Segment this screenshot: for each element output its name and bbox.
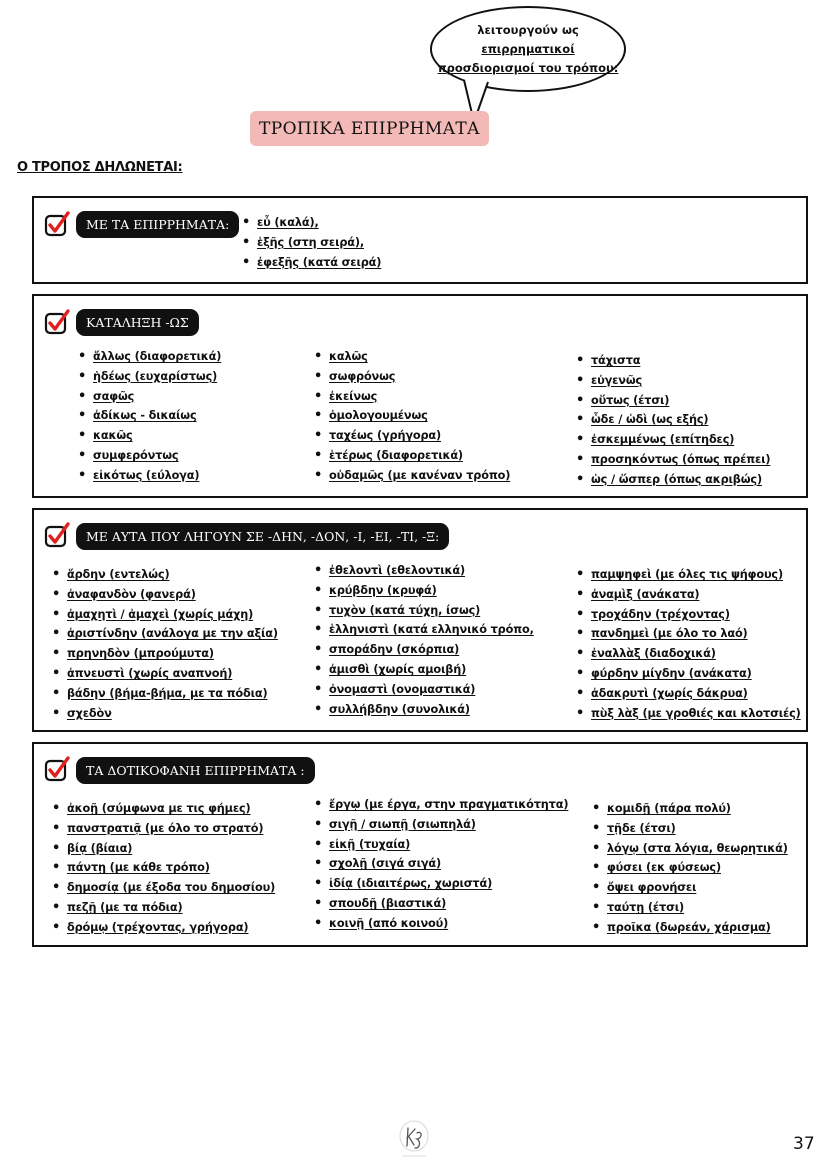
author-logo-icon bbox=[396, 1118, 432, 1160]
checkbox-icon bbox=[44, 211, 70, 237]
section-box-suffix-dhn bbox=[32, 508, 808, 732]
list-item: • εὐγενῶς bbox=[576, 371, 770, 391]
list-item: • φύσει (εκ φύσεως) bbox=[592, 858, 788, 878]
list-item: • ἀμαχητὶ / ἀμαχεὶ (χωρίς μάχη) bbox=[52, 605, 278, 625]
section-box-suffix-os bbox=[32, 294, 808, 498]
list-item: • ταύτῃ (έτσι) bbox=[592, 898, 788, 918]
section-label: ΜΕ ΑΥΤΑ ΠΟΥ ΛΗΓΟΥΝ ΣΕ -ΔΗΝ, -ΔΟΝ, -Ι, -ΕΙ, -ΤΙ, -Ξ: bbox=[76, 523, 449, 550]
speech-bubble bbox=[430, 6, 626, 92]
checkbox-icon bbox=[44, 522, 70, 548]
list-item: • ἀδακρυτὶ (χωρίς δάκρυα) bbox=[576, 684, 801, 704]
list-item: • τυχὸν (κατά τύχη, ίσως) bbox=[314, 601, 534, 621]
bubble-line-3: προσδιορισμοί του τρόπου: bbox=[437, 60, 619, 75]
bubble-line-2: επιρρηματικοί bbox=[481, 41, 575, 56]
list-item: • κακῶς bbox=[78, 426, 221, 446]
word-list bbox=[242, 213, 381, 272]
word-list-col-2 bbox=[314, 347, 510, 486]
list-item: • οὕτως (έτσι) bbox=[576, 391, 770, 411]
list-item: • τροχάδην (τρέχοντας) bbox=[576, 605, 801, 625]
list-item: • ὁμολογουμένως bbox=[314, 406, 510, 426]
section-label: ΚΑΤΑΛΗΞΗ -ΩΣ bbox=[76, 309, 199, 336]
section-box-adverbs bbox=[32, 196, 808, 284]
list-item: • δρόμῳ (τρέχοντας, γρήγορα) bbox=[52, 918, 275, 938]
list-item: • εἰκῇ (τυχαία) bbox=[314, 835, 568, 855]
list-item: • σχεδὸν bbox=[52, 704, 278, 724]
word-list-col-2 bbox=[314, 795, 568, 934]
list-item: • σιγῇ / σιωπῇ (σιωπηλά) bbox=[314, 815, 568, 835]
list-item: • παμψηφεὶ (με όλες τις ψήφους) bbox=[576, 565, 801, 585]
list-item: • δημοσίᾳ (με έξοδα του δημοσίου) bbox=[52, 878, 275, 898]
list-item: • ἀμισθὶ (χωρίς αμοιβή) bbox=[314, 660, 534, 680]
list-item: • πανστρατιᾷ (με όλο το στρατό) bbox=[52, 819, 275, 839]
list-item: • πὺξ λὰξ (με γροθιές και κλοτσιές) bbox=[576, 704, 801, 724]
list-item: • εὖ (καλά), bbox=[242, 213, 381, 233]
list-item: • σποράδην (σκόρπια) bbox=[314, 640, 534, 660]
list-item: • τῇδε (έτσι) bbox=[592, 819, 788, 839]
list-item: • εἰκότως (εύλογα) bbox=[78, 466, 221, 486]
page-title: ΤΡΟΠΙΚΑ ΕΠΙΡΡΗΜΑΤΑ bbox=[250, 111, 489, 146]
list-item: • πανδημεὶ (με όλο το λαό) bbox=[576, 624, 801, 644]
list-item: • ἰδίᾳ (ιδιαιτέρως, χωριστά) bbox=[314, 874, 568, 894]
list-item: • ὡς / ὥσπερ (όπως ακριβώς) bbox=[576, 470, 770, 490]
list-item: • ἐφεξῆς (κατά σειρά) bbox=[242, 253, 381, 273]
word-list-col-3 bbox=[576, 565, 801, 723]
page-number: 37 bbox=[793, 1134, 815, 1154]
list-item: • ἐσκεμμένως (επίτηδες) bbox=[576, 430, 770, 450]
list-item: • ἐναλλὰξ (διαδοχικά) bbox=[576, 644, 801, 664]
list-item: • ἄρδην (εντελώς) bbox=[52, 565, 278, 585]
word-list-col-3 bbox=[592, 799, 788, 938]
word-list-col-3 bbox=[576, 351, 770, 490]
list-item: • συλλήβδην (συνολικά) bbox=[314, 700, 534, 720]
list-item: • ὀνομαστὶ (ονομαστικά) bbox=[314, 680, 534, 700]
section-heading: Ο ΤΡΟΠΟΣ ΔΗΛΩΝΕΤΑΙ: bbox=[17, 160, 183, 175]
word-list-col-1 bbox=[52, 565, 278, 723]
list-item: • σαφῶς bbox=[78, 387, 221, 407]
list-item: • ἐθελοντὶ (εθελοντικά) bbox=[314, 561, 534, 581]
list-item: • πρηνηδὸν (μπρούμυτα) bbox=[52, 644, 278, 664]
checkbox-icon bbox=[44, 309, 70, 335]
list-item: • ὧδε / ὡδὶ (ως εξής) bbox=[576, 410, 770, 430]
list-item: • λόγῳ (στα λόγια, θεωρητικά) bbox=[592, 839, 788, 859]
list-item: • τάχιστα bbox=[576, 351, 770, 371]
list-item: • ἀδίκως - δικαίως bbox=[78, 406, 221, 426]
list-item: • ἀπνευστὶ (χωρίς αναπνοή) bbox=[52, 664, 278, 684]
list-item: • σχολῇ (σιγά σιγά) bbox=[314, 854, 568, 874]
list-item: • πάντῃ (με κάθε τρόπο) bbox=[52, 858, 275, 878]
list-item: • πεζῇ (με τα πόδια) bbox=[52, 898, 275, 918]
list-item: • φύρδην μίγδην (ανάκατα) bbox=[576, 664, 801, 684]
word-list-col-1 bbox=[78, 347, 221, 486]
list-item: • προῖκα (δωρεάν, χάρισμα) bbox=[592, 918, 788, 938]
list-item: • καλῶς bbox=[314, 347, 510, 367]
list-item: • ἡδέως (ευχαρίστως) bbox=[78, 367, 221, 387]
list-item: • προσηκόντως (όπως πρέπει) bbox=[576, 450, 770, 470]
list-item: • ἄλλως (διαφορετικά) bbox=[78, 347, 221, 367]
list-item: • βάδην (βήμα-βήμα, με τα πόδια) bbox=[52, 684, 278, 704]
list-item: • κρύβδην (κρυφά) bbox=[314, 581, 534, 601]
list-item: • ἀκοῇ (σύμφωνα με τις φήμες) bbox=[52, 799, 275, 819]
list-item: • ὄψει φρονήσει bbox=[592, 878, 788, 898]
list-item: • ἀναμὶξ (ανάκατα) bbox=[576, 585, 801, 605]
list-item: • ἑλληνιστὶ (κατά ελληνικό τρόπο, bbox=[314, 620, 534, 640]
list-item: • ἀναφανδὸν (φανερά) bbox=[52, 585, 278, 605]
word-list-col-2 bbox=[314, 561, 534, 719]
list-item: • κοινῇ (από κοινού) bbox=[314, 914, 568, 934]
list-item: • βίᾳ (βίαια) bbox=[52, 839, 275, 859]
list-item: • ἑξῆς (στη σειρά), bbox=[242, 233, 381, 253]
section-label: ΤΑ ΔΟΤΙΚΟΦΑΝΗ ΕΠΙΡΡΗΜΑΤΑ : bbox=[76, 757, 315, 784]
list-item: • ἑτέρως (διαφορετικά) bbox=[314, 446, 510, 466]
section-box-dative-adverbs bbox=[32, 742, 808, 947]
list-item: • σπουδῇ (βιαστικά) bbox=[314, 894, 568, 914]
list-item: • ταχέως (γρήγορα) bbox=[314, 426, 510, 446]
list-item: • οὐδαμῶς (με κανέναν τρόπο) bbox=[314, 466, 510, 486]
list-item: • ἀριστίνδην (ανάλογα με την αξία) bbox=[52, 624, 278, 644]
checkbox-icon bbox=[44, 756, 70, 782]
list-item: • σωφρόνως bbox=[314, 367, 510, 387]
list-item: • ἔργῳ (με έργα, στην πραγματικότητα) bbox=[314, 795, 568, 815]
list-item: • συμφερόντως bbox=[78, 446, 221, 466]
bubble-line-1: λειτουργούν ως bbox=[477, 22, 579, 37]
section-label: ΜΕ ΤΑ ΕΠΙΡΡΗΜΑΤΑ: bbox=[76, 211, 239, 238]
word-list-col-1 bbox=[52, 799, 275, 938]
list-item: • κομιδῇ (πάρα πολύ) bbox=[592, 799, 788, 819]
list-item: • ἐκείνως bbox=[314, 387, 510, 407]
